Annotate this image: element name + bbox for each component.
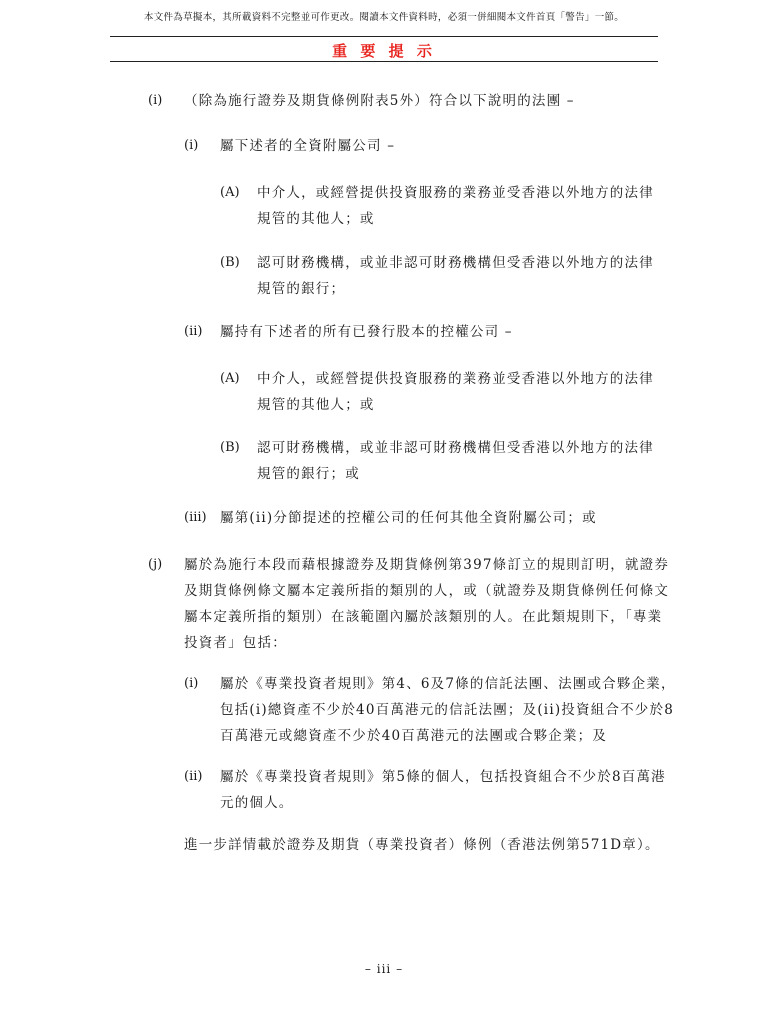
clause-j-line1: 屬於為施行本段而藉根據證券及期貨條例第397條訂立的規則訂明，就證券 xyxy=(184,557,670,573)
clause-i-label: (i) xyxy=(148,93,163,108)
clause-j-line4: 投資者」包括： xyxy=(184,635,287,651)
clause-i-sub-i-b-line1: 認可財務機構，或並非認可財務機構但受香港以外地方的法律 xyxy=(257,255,654,271)
closing-note: 進一步詳情載於證券及期貨（專業投資者）條例（香港法例第571D章）。 xyxy=(184,837,660,853)
clause-i-sub-ii-text: 屬持有下述者的所有已發行股本的控權公司 – xyxy=(220,324,513,340)
header-rule-top xyxy=(110,36,658,37)
page-heading: 重 要 提 示 xyxy=(332,42,436,60)
clause-i-sub-ii-a-label: (A) xyxy=(220,371,240,386)
clause-i-sub-ii-a-line1: 中介人，或經營提供投資服務的業務並受香港以外地方的法律 xyxy=(257,371,654,387)
clause-i-sub-i-text: 屬下述者的全資附屬公司 – xyxy=(220,138,396,154)
clause-j-sub-i-label: (i) xyxy=(184,676,199,691)
clause-j-label: (j) xyxy=(148,557,163,572)
clause-i-sub-ii-label: (ii) xyxy=(184,324,203,339)
clause-j-sub-ii-label: (ii) xyxy=(184,769,203,784)
clause-i-sub-i-b-label: (B) xyxy=(220,255,240,270)
clause-i-sub-ii-b-line2: 規管的銀行；或 xyxy=(257,466,360,482)
clause-j-sub-i-line3: 百萬港元或總資產不少於40百萬港元的法團或合夥企業；及 xyxy=(220,728,608,744)
clause-i-sub-ii-b-line1: 認可財務機構，或並非認可財務機構但受香港以外地方的法律 xyxy=(257,440,654,456)
clause-i-sub-i-b-line2: 規管的銀行； xyxy=(257,281,346,297)
clause-i-sub-iii-label: (iii) xyxy=(184,510,207,525)
clause-j-line3: 屬本定義所指的類別）在該範圍內屬於該類別的人。在此類規則下，「專業 xyxy=(184,609,663,625)
clause-j-sub-i-line1: 屬於《專業投資者規則》第4、6及7條的信託法團、法團或合夥企業， xyxy=(220,676,676,692)
clause-j-sub-i-line2: 包括(i)總資產不少於40百萬港元的信託法團；及(ii)投資組合不少於8 xyxy=(220,702,674,718)
header-rule-bottom xyxy=(110,61,658,62)
clause-i-sub-iii-text: 屬第(ii)分節提述的控權公司的任何其他全資附屬公司；或 xyxy=(220,510,597,526)
clause-i-sub-i-a-label: (A) xyxy=(220,185,240,200)
clause-i-text: （除為施行證券及期貨條例附表5外）符合以下說明的法團 – xyxy=(184,93,575,109)
draft-disclaimer: 本文件為草擬本，其所載資料不完整並可作更改。閱讀本文件資料時，必須一併細閱本文件首頁「警告」一節。 xyxy=(143,12,625,23)
page-number: – iii – xyxy=(364,962,404,976)
clause-j-sub-ii-line2: 元的個人。 xyxy=(220,795,294,811)
clause-i-sub-ii-b-label: (B) xyxy=(220,440,240,455)
clause-j-line2: 及期貨條例條文屬本定義所指的類別的人，或（就證券及期貨條例任何條文 xyxy=(184,583,670,599)
clause-i-sub-i-label: (i) xyxy=(184,138,199,153)
clause-i-sub-ii-a-line2: 規管的其他人；或 xyxy=(257,397,375,413)
clause-j-sub-ii-line1: 屬於《專業投資者規則》第5條的個人，包括投資組合不少於8百萬港 xyxy=(220,769,666,785)
clause-i-sub-i-a-line2: 規管的其他人；或 xyxy=(257,211,375,227)
clause-i-sub-i-a-line1: 中介人，或經營提供投資服務的業務並受香港以外地方的法律 xyxy=(257,185,654,201)
